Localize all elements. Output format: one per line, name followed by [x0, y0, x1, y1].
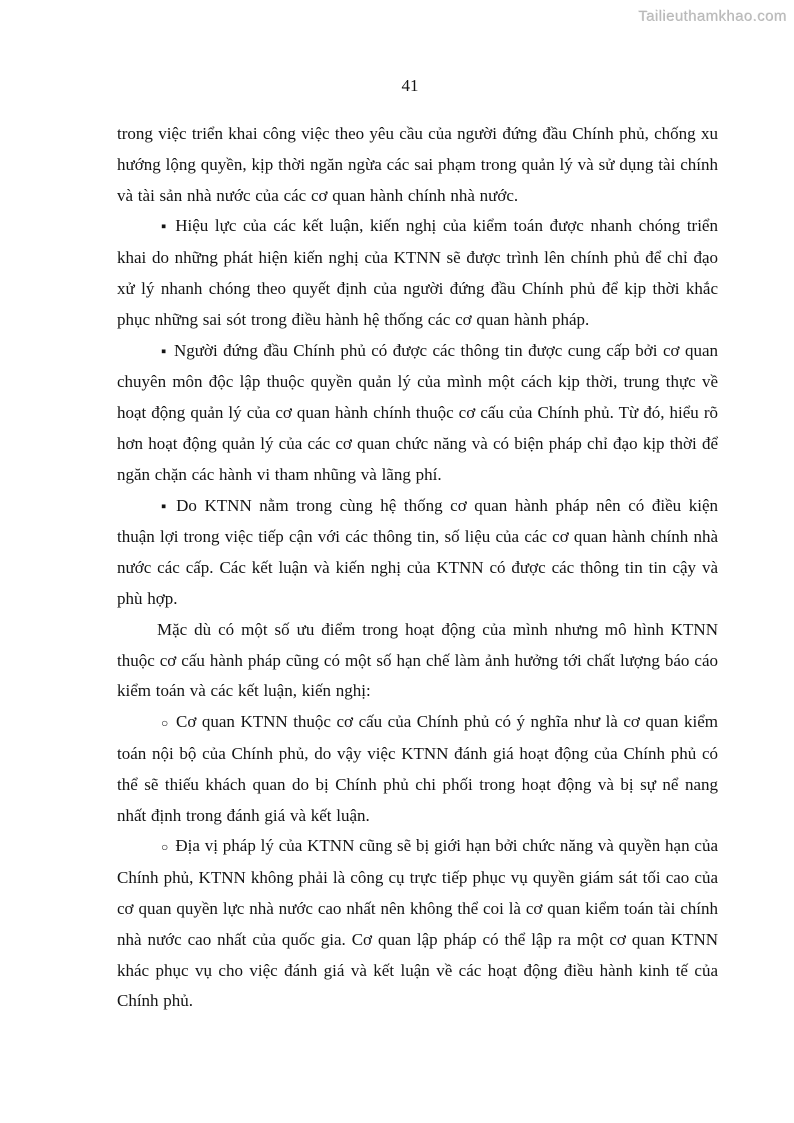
paragraph-text: Người đứng đầu Chính phủ có được các thông tin được cung cấp bởi cơ quan chuyên môn độc lập thuộc quyền quản lý của mình một cách kịp thời, trung thực về hoạt động quản lý của cơ quan hành chính thuộc cơ cấu của Chính phủ. Từ đó, hiểu rõ hơn hoạt động quản lý của các cơ quan chức năng và có biện pháp chỉ đạo kịp thời để ngăn chặn các hành vi tham nhũng và lãng phí.: [117, 340, 718, 484]
circle-bullet-icon: ○: [161, 716, 170, 731]
circle-bullet-icon: ○: [161, 840, 169, 855]
paragraph-continuation: [117, 119, 718, 211]
paragraph-circle-co-quan: [117, 707, 718, 831]
square-bullet-icon: ▪: [161, 219, 169, 236]
paragraph-text: Hiệu lực của các kết luận, kiến nghị của kiểm toán được nhanh chóng triển khai do những phát hiện kiến nghị của KTNN sẽ được trình lên chính phủ để chỉ đạo xử lý nhanh chóng theo quyết định của người đứng đầu Chính phủ để kịp thời khắc phục những sai sót trong điều hành hệ thống các cơ quan hành pháp.: [117, 216, 718, 329]
paragraph-circle-dia-vi: [117, 831, 718, 1017]
body-text: [117, 119, 718, 1017]
paragraph-bullet-do-ktnn: [117, 491, 718, 615]
paragraph-text: Mặc dù có một số ưu điểm trong hoạt động của mình nhưng mô hình KTNN thuộc cơ cấu hành pháp cũng có một số hạn chế làm ảnh hưởng tới chất lượng báo cáo kiểm toán và các kết luận, kiến nghị:: [117, 619, 718, 701]
paragraph-bullet-nguoi-dung-dau: [117, 336, 718, 491]
square-bullet-icon: ▪: [161, 498, 170, 515]
page-number: 41: [401, 76, 419, 95]
paragraph-mac-du: [117, 615, 718, 707]
watermark-text: Tailieuthamkhao.com: [638, 8, 787, 25]
square-bullet-icon: ▪: [161, 343, 168, 360]
paragraph-text: Địa vị pháp lý của KTNN cũng sẽ bị giới hạn bởi chức năng và quyền hạn của Chính phủ, KTNN không phải là công cụ trực tiếp phục vụ quyền giám sát tối cao của cơ quan quyền lực nhà nước cao nhất nên không thể coi là cơ quan kiểm toán tài chính nhà nước cao nhất của quốc gia. Cơ quan lập pháp có thể lập ra một cơ quan KTNN khác phục vụ cho việc đánh giá và kết luận về các hoạt động điều hành kinh tế của Chính phủ.: [117, 836, 719, 1011]
paragraph-text: Do KTNN nằm trong cùng hệ thống cơ quan hành pháp nên có điều kiện thuận lợi trong việc tiếp cận với các thông tin, số liệu của các cơ quan hành chính nhà nước các cấp. Các kết luận và kiến nghị của KTNN có được các thông tin tin cậy và phù hợp.: [117, 495, 718, 608]
paragraph-text: trong việc triển khai công việc theo yêu cầu của người đứng đầu Chính phủ, chống xu hướng lộng quyền, kịp thời ngăn ngừa các sai phạm trong quản lý và sử dụng tài chính và tài sản nhà nước của các cơ quan hành chính nhà nước.: [117, 124, 718, 205]
paragraph-bullet-hieu-luc: [117, 211, 718, 335]
paragraph-text: Cơ quan KTNN thuộc cơ cấu của Chính phủ có ý nghĩa như là cơ quan kiểm toán nội bộ của Chính phủ, do vậy việc KTNN đánh giá hoạt động của Chính phủ có thể sẽ thiếu khách quan do bị Chính phủ chi phối trong hoạt động và bị sự nể nang nhất định trong đánh giá và kết luận.: [117, 712, 718, 825]
